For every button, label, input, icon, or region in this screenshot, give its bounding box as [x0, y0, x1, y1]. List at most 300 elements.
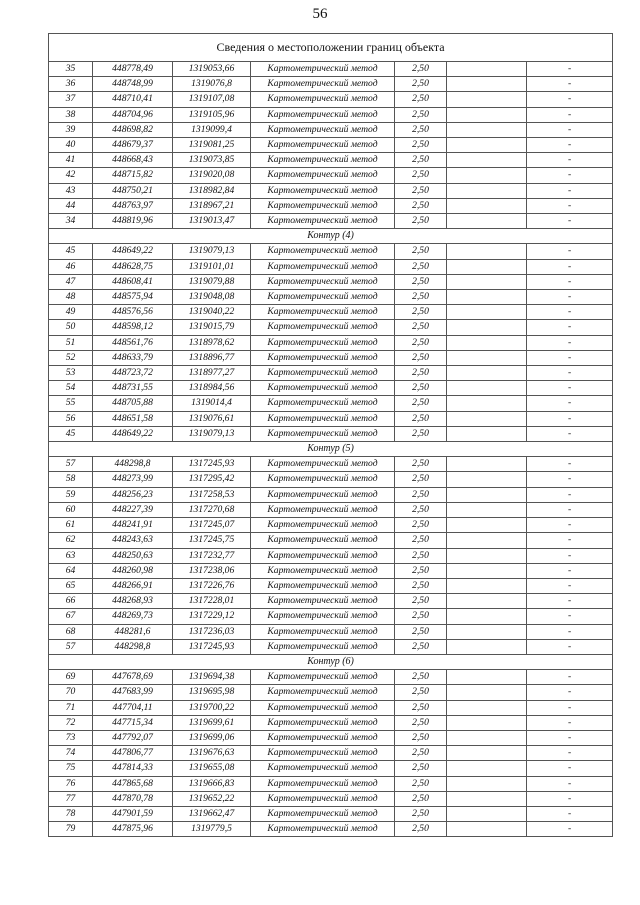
coord-y: 1318896,77	[173, 350, 251, 365]
coord-y: 1319652,22	[173, 791, 251, 806]
point-number: 60	[49, 502, 93, 517]
method-cell: Картометрический метод	[251, 411, 395, 426]
method-cell: Картометрический метод	[251, 92, 395, 107]
accuracy-cell: 2,50	[395, 244, 447, 259]
accuracy-cell: 2,50	[395, 320, 447, 335]
empty-cell	[447, 138, 527, 153]
method-cell: Картометрический метод	[251, 290, 395, 305]
dash-cell: -	[527, 168, 613, 183]
point-number: 42	[49, 168, 93, 183]
point-number: 45	[49, 426, 93, 441]
empty-cell	[447, 381, 527, 396]
contour-header-row	[49, 654, 613, 669]
coord-x: 448561,76	[93, 335, 173, 350]
dash-cell: -	[527, 548, 613, 563]
coord-x: 448705,88	[93, 396, 173, 411]
accuracy-cell: 2,50	[395, 700, 447, 715]
method-cell: Картометрический метод	[251, 381, 395, 396]
empty-cell	[447, 776, 527, 791]
empty-cell	[447, 578, 527, 593]
dash-cell: -	[527, 609, 613, 624]
accuracy-cell: 2,50	[395, 502, 447, 517]
method-cell: Картометрический метод	[251, 487, 395, 502]
method-cell: Картометрический метод	[251, 700, 395, 715]
empty-cell	[447, 730, 527, 745]
method-cell: Картометрический метод	[251, 609, 395, 624]
coord-y: 1318978,62	[173, 335, 251, 350]
coord-y: 1319676,63	[173, 746, 251, 761]
method-cell: Картометрический метод	[251, 168, 395, 183]
point-number: 59	[49, 487, 93, 502]
coord-x: 448819,96	[93, 214, 173, 229]
empty-cell	[447, 305, 527, 320]
coord-x: 448704,96	[93, 107, 173, 122]
dash-cell: -	[527, 624, 613, 639]
point-number: 54	[49, 381, 93, 396]
table-row	[49, 685, 613, 700]
dash-cell: -	[527, 138, 613, 153]
contour-label: Контур (6)	[49, 654, 613, 669]
accuracy-cell: 2,50	[395, 411, 447, 426]
coord-x: 448710,41	[93, 92, 173, 107]
accuracy-cell: 2,50	[395, 77, 447, 92]
method-cell: Картометрический метод	[251, 594, 395, 609]
dash-cell: -	[527, 806, 613, 821]
method-cell: Картометрический метод	[251, 791, 395, 806]
table-row	[49, 381, 613, 396]
empty-cell	[447, 670, 527, 685]
coord-x: 447870,78	[93, 791, 173, 806]
empty-cell	[447, 700, 527, 715]
point-number: 49	[49, 305, 93, 320]
dash-cell: -	[527, 305, 613, 320]
point-number: 50	[49, 320, 93, 335]
coord-x: 448608,41	[93, 274, 173, 289]
empty-cell	[447, 198, 527, 213]
table-row	[49, 730, 613, 745]
point-number: 64	[49, 563, 93, 578]
coord-y: 1319081,25	[173, 138, 251, 153]
coord-y: 1319662,47	[173, 806, 251, 821]
coord-y: 1319666,83	[173, 776, 251, 791]
method-cell: Картометрический метод	[251, 548, 395, 563]
method-cell: Картометрический метод	[251, 244, 395, 259]
coord-x: 448576,56	[93, 305, 173, 320]
accuracy-cell: 2,50	[395, 290, 447, 305]
dash-cell: -	[527, 822, 613, 837]
empty-cell	[447, 335, 527, 350]
table-row	[49, 426, 613, 441]
accuracy-cell: 2,50	[395, 761, 447, 776]
dash-cell: -	[527, 685, 613, 700]
coord-x: 448698,82	[93, 122, 173, 137]
accuracy-cell: 2,50	[395, 806, 447, 821]
method-cell: Картометрический метод	[251, 335, 395, 350]
dash-cell: -	[527, 77, 613, 92]
accuracy-cell: 2,50	[395, 122, 447, 137]
table-row	[49, 411, 613, 426]
point-number: 51	[49, 335, 93, 350]
table-row	[49, 168, 613, 183]
table-row	[49, 335, 613, 350]
method-cell: Картометрический метод	[251, 730, 395, 745]
dash-cell: -	[527, 563, 613, 578]
table-row	[49, 776, 613, 791]
dash-cell: -	[527, 791, 613, 806]
empty-cell	[447, 92, 527, 107]
coord-x: 448241,91	[93, 518, 173, 533]
coord-y: 1317238,06	[173, 563, 251, 578]
table-row	[49, 670, 613, 685]
coord-x: 448715,82	[93, 168, 173, 183]
coord-y: 1319048,08	[173, 290, 251, 305]
coord-x: 448649,22	[93, 244, 173, 259]
method-cell: Картометрический метод	[251, 715, 395, 730]
accuracy-cell: 2,50	[395, 487, 447, 502]
page-number: 56	[312, 6, 328, 22]
point-number: 43	[49, 183, 93, 198]
coord-y: 1317229,12	[173, 609, 251, 624]
table-row	[49, 457, 613, 472]
dash-cell: -	[527, 578, 613, 593]
empty-cell	[447, 746, 527, 761]
table-row	[49, 472, 613, 487]
method-cell: Картометрический метод	[251, 776, 395, 791]
method-cell: Картометрический метод	[251, 563, 395, 578]
point-number: 34	[49, 214, 93, 229]
point-number: 36	[49, 77, 93, 92]
dash-cell: -	[527, 715, 613, 730]
accuracy-cell: 2,50	[395, 366, 447, 381]
coord-y: 1318982,84	[173, 183, 251, 198]
coord-x: 447792,07	[93, 730, 173, 745]
accuracy-cell: 2,50	[395, 548, 447, 563]
accuracy-cell: 2,50	[395, 639, 447, 654]
method-cell: Картометрический метод	[251, 472, 395, 487]
method-cell: Картометрический метод	[251, 761, 395, 776]
coord-y: 1317226,76	[173, 578, 251, 593]
accuracy-cell: 2,50	[395, 563, 447, 578]
coord-x: 447678,69	[93, 670, 173, 685]
accuracy-cell: 2,50	[395, 594, 447, 609]
table-row	[49, 746, 613, 761]
method-cell: Картометрический метод	[251, 107, 395, 122]
empty-cell	[447, 639, 527, 654]
dash-cell: -	[527, 730, 613, 745]
accuracy-cell: 2,50	[395, 578, 447, 593]
point-number: 39	[49, 122, 93, 137]
dash-cell: -	[527, 487, 613, 502]
table-row	[49, 715, 613, 730]
method-cell: Картометрический метод	[251, 305, 395, 320]
table-row	[49, 305, 613, 320]
accuracy-cell: 2,50	[395, 685, 447, 700]
point-number: 53	[49, 366, 93, 381]
accuracy-cell: 2,50	[395, 715, 447, 730]
coord-x: 448651,58	[93, 411, 173, 426]
coord-y: 1319107,08	[173, 92, 251, 107]
accuracy-cell: 2,50	[395, 259, 447, 274]
accuracy-cell: 2,50	[395, 350, 447, 365]
coord-y: 1319076,61	[173, 411, 251, 426]
coord-y: 1319105,96	[173, 107, 251, 122]
dash-cell: -	[527, 700, 613, 715]
coord-x: 448273,99	[93, 472, 173, 487]
coord-y: 1317245,93	[173, 639, 251, 654]
empty-cell	[447, 274, 527, 289]
coord-x: 448633,79	[93, 350, 173, 365]
empty-cell	[447, 609, 527, 624]
coord-y: 1317232,77	[173, 548, 251, 563]
coord-x: 448598,12	[93, 320, 173, 335]
dash-cell: -	[527, 670, 613, 685]
table-row	[49, 609, 613, 624]
point-number: 76	[49, 776, 93, 791]
table-row	[49, 244, 613, 259]
empty-cell	[447, 244, 527, 259]
method-cell: Картометрический метод	[251, 366, 395, 381]
coord-y: 1318984,56	[173, 381, 251, 396]
empty-cell	[447, 624, 527, 639]
point-number: 61	[49, 518, 93, 533]
point-number: 46	[49, 259, 93, 274]
accuracy-cell: 2,50	[395, 183, 447, 198]
coord-y: 1319079,13	[173, 426, 251, 441]
table-row	[49, 639, 613, 654]
empty-cell	[447, 715, 527, 730]
point-number: 41	[49, 153, 93, 168]
table-row	[49, 259, 613, 274]
empty-cell	[447, 411, 527, 426]
coord-y: 1319695,98	[173, 685, 251, 700]
coord-x: 448649,22	[93, 426, 173, 441]
method-cell: Картометрический метод	[251, 198, 395, 213]
accuracy-cell: 2,50	[395, 335, 447, 350]
point-number: 70	[49, 685, 93, 700]
point-number: 52	[49, 350, 93, 365]
accuracy-cell: 2,50	[395, 381, 447, 396]
coord-y: 1318977,27	[173, 366, 251, 381]
table-row	[49, 518, 613, 533]
table-row	[49, 533, 613, 548]
coord-x: 448750,21	[93, 183, 173, 198]
table-title-row	[49, 34, 613, 62]
point-number: 66	[49, 594, 93, 609]
empty-cell	[447, 563, 527, 578]
accuracy-cell: 2,50	[395, 274, 447, 289]
coord-y: 1317245,93	[173, 457, 251, 472]
method-cell: Картометрический метод	[251, 183, 395, 198]
point-number: 65	[49, 578, 93, 593]
accuracy-cell: 2,50	[395, 396, 447, 411]
method-cell: Картометрический метод	[251, 77, 395, 92]
accuracy-cell: 2,50	[395, 609, 447, 624]
empty-cell	[447, 396, 527, 411]
dash-cell: -	[527, 290, 613, 305]
dash-cell: -	[527, 594, 613, 609]
dash-cell: -	[527, 107, 613, 122]
accuracy-cell: 2,50	[395, 153, 447, 168]
method-cell: Картометрический метод	[251, 426, 395, 441]
dash-cell: -	[527, 533, 613, 548]
coord-y: 1319655,08	[173, 761, 251, 776]
point-number: 73	[49, 730, 93, 745]
accuracy-cell: 2,50	[395, 138, 447, 153]
accuracy-cell: 2,50	[395, 670, 447, 685]
coord-y: 1319040,22	[173, 305, 251, 320]
coord-y: 1317245,07	[173, 518, 251, 533]
table-row	[49, 396, 613, 411]
point-number: 44	[49, 198, 93, 213]
empty-cell	[447, 548, 527, 563]
method-cell: Картометрический метод	[251, 122, 395, 137]
dash-cell: -	[527, 366, 613, 381]
accuracy-cell: 2,50	[395, 457, 447, 472]
empty-cell	[447, 107, 527, 122]
coord-y: 1319699,61	[173, 715, 251, 730]
coord-x: 448256,23	[93, 487, 173, 502]
coord-x: 447901,59	[93, 806, 173, 821]
table-row	[49, 578, 613, 593]
coord-y: 1319079,88	[173, 274, 251, 289]
coord-x: 448266,91	[93, 578, 173, 593]
dash-cell: -	[527, 153, 613, 168]
point-number: 56	[49, 411, 93, 426]
dash-cell: -	[527, 761, 613, 776]
accuracy-cell: 2,50	[395, 62, 447, 77]
point-number: 63	[49, 548, 93, 563]
coord-x: 447865,68	[93, 776, 173, 791]
dash-cell: -	[527, 335, 613, 350]
table-row	[49, 198, 613, 213]
empty-cell	[447, 487, 527, 502]
point-number: 78	[49, 806, 93, 821]
coord-y: 1319700,22	[173, 700, 251, 715]
point-number: 48	[49, 290, 93, 305]
dash-cell: -	[527, 472, 613, 487]
table-row	[49, 700, 613, 715]
coord-x: 448281,6	[93, 624, 173, 639]
table-body	[49, 34, 613, 837]
contour-header-row	[49, 442, 613, 457]
dash-cell: -	[527, 396, 613, 411]
table-title: Сведения о местоположении границ объекта	[49, 34, 613, 62]
accuracy-cell: 2,50	[395, 214, 447, 229]
point-number: 38	[49, 107, 93, 122]
table-row	[49, 548, 613, 563]
coord-x: 448628,75	[93, 259, 173, 274]
coord-x: 448575,94	[93, 290, 173, 305]
accuracy-cell: 2,50	[395, 822, 447, 837]
empty-cell	[447, 259, 527, 274]
empty-cell	[447, 426, 527, 441]
coord-x: 447715,34	[93, 715, 173, 730]
method-cell: Картометрический метод	[251, 396, 395, 411]
coord-y: 1319099,4	[173, 122, 251, 137]
coord-x: 448268,93	[93, 594, 173, 609]
method-cell: Картометрический метод	[251, 259, 395, 274]
table-row	[49, 350, 613, 365]
coord-y: 1317258,53	[173, 487, 251, 502]
table-row	[49, 214, 613, 229]
table-row	[49, 563, 613, 578]
empty-cell	[447, 350, 527, 365]
dash-cell: -	[527, 92, 613, 107]
dash-cell: -	[527, 214, 613, 229]
empty-cell	[447, 62, 527, 77]
coord-x: 448778,49	[93, 62, 173, 77]
contour-label: Контур (4)	[49, 229, 613, 244]
dash-cell: -	[527, 746, 613, 761]
table-row	[49, 624, 613, 639]
dash-cell: -	[527, 62, 613, 77]
dash-cell: -	[527, 381, 613, 396]
dash-cell: -	[527, 426, 613, 441]
accuracy-cell: 2,50	[395, 533, 447, 548]
accuracy-cell: 2,50	[395, 624, 447, 639]
empty-cell	[447, 366, 527, 381]
table-row	[49, 138, 613, 153]
point-number: 71	[49, 700, 93, 715]
empty-cell	[447, 594, 527, 609]
dash-cell: -	[527, 183, 613, 198]
coord-x: 447683,99	[93, 685, 173, 700]
point-number: 79	[49, 822, 93, 837]
coord-x: 448227,39	[93, 502, 173, 517]
coord-y: 1319699,06	[173, 730, 251, 745]
empty-cell	[447, 761, 527, 776]
coord-x: 448668,43	[93, 153, 173, 168]
accuracy-cell: 2,50	[395, 92, 447, 107]
dash-cell: -	[527, 518, 613, 533]
dash-cell: -	[527, 639, 613, 654]
method-cell: Картометрический метод	[251, 533, 395, 548]
method-cell: Картометрический метод	[251, 457, 395, 472]
dash-cell: -	[527, 259, 613, 274]
method-cell: Картометрический метод	[251, 624, 395, 639]
coord-x: 448679,37	[93, 138, 173, 153]
dash-cell: -	[527, 350, 613, 365]
empty-cell	[447, 168, 527, 183]
empty-cell	[447, 457, 527, 472]
coord-y: 1319013,47	[173, 214, 251, 229]
method-cell: Картометрический метод	[251, 670, 395, 685]
dash-cell: -	[527, 122, 613, 137]
empty-cell	[447, 183, 527, 198]
coord-x: 447814,33	[93, 761, 173, 776]
table-row	[49, 487, 613, 502]
accuracy-cell: 2,50	[395, 472, 447, 487]
point-number: 37	[49, 92, 93, 107]
accuracy-cell: 2,50	[395, 198, 447, 213]
coord-x: 448298,8	[93, 639, 173, 654]
empty-cell	[447, 153, 527, 168]
table-row	[49, 366, 613, 381]
point-number: 68	[49, 624, 93, 639]
contour-header-row	[49, 229, 613, 244]
point-number: 75	[49, 761, 93, 776]
empty-cell	[447, 502, 527, 517]
empty-cell	[447, 533, 527, 548]
coord-x: 448243,63	[93, 533, 173, 548]
coord-y: 1319076,8	[173, 77, 251, 92]
point-number: 72	[49, 715, 93, 730]
dash-cell: -	[527, 411, 613, 426]
table-row	[49, 320, 613, 335]
coord-y: 1319020,08	[173, 168, 251, 183]
table-row	[49, 122, 613, 137]
empty-cell	[447, 122, 527, 137]
